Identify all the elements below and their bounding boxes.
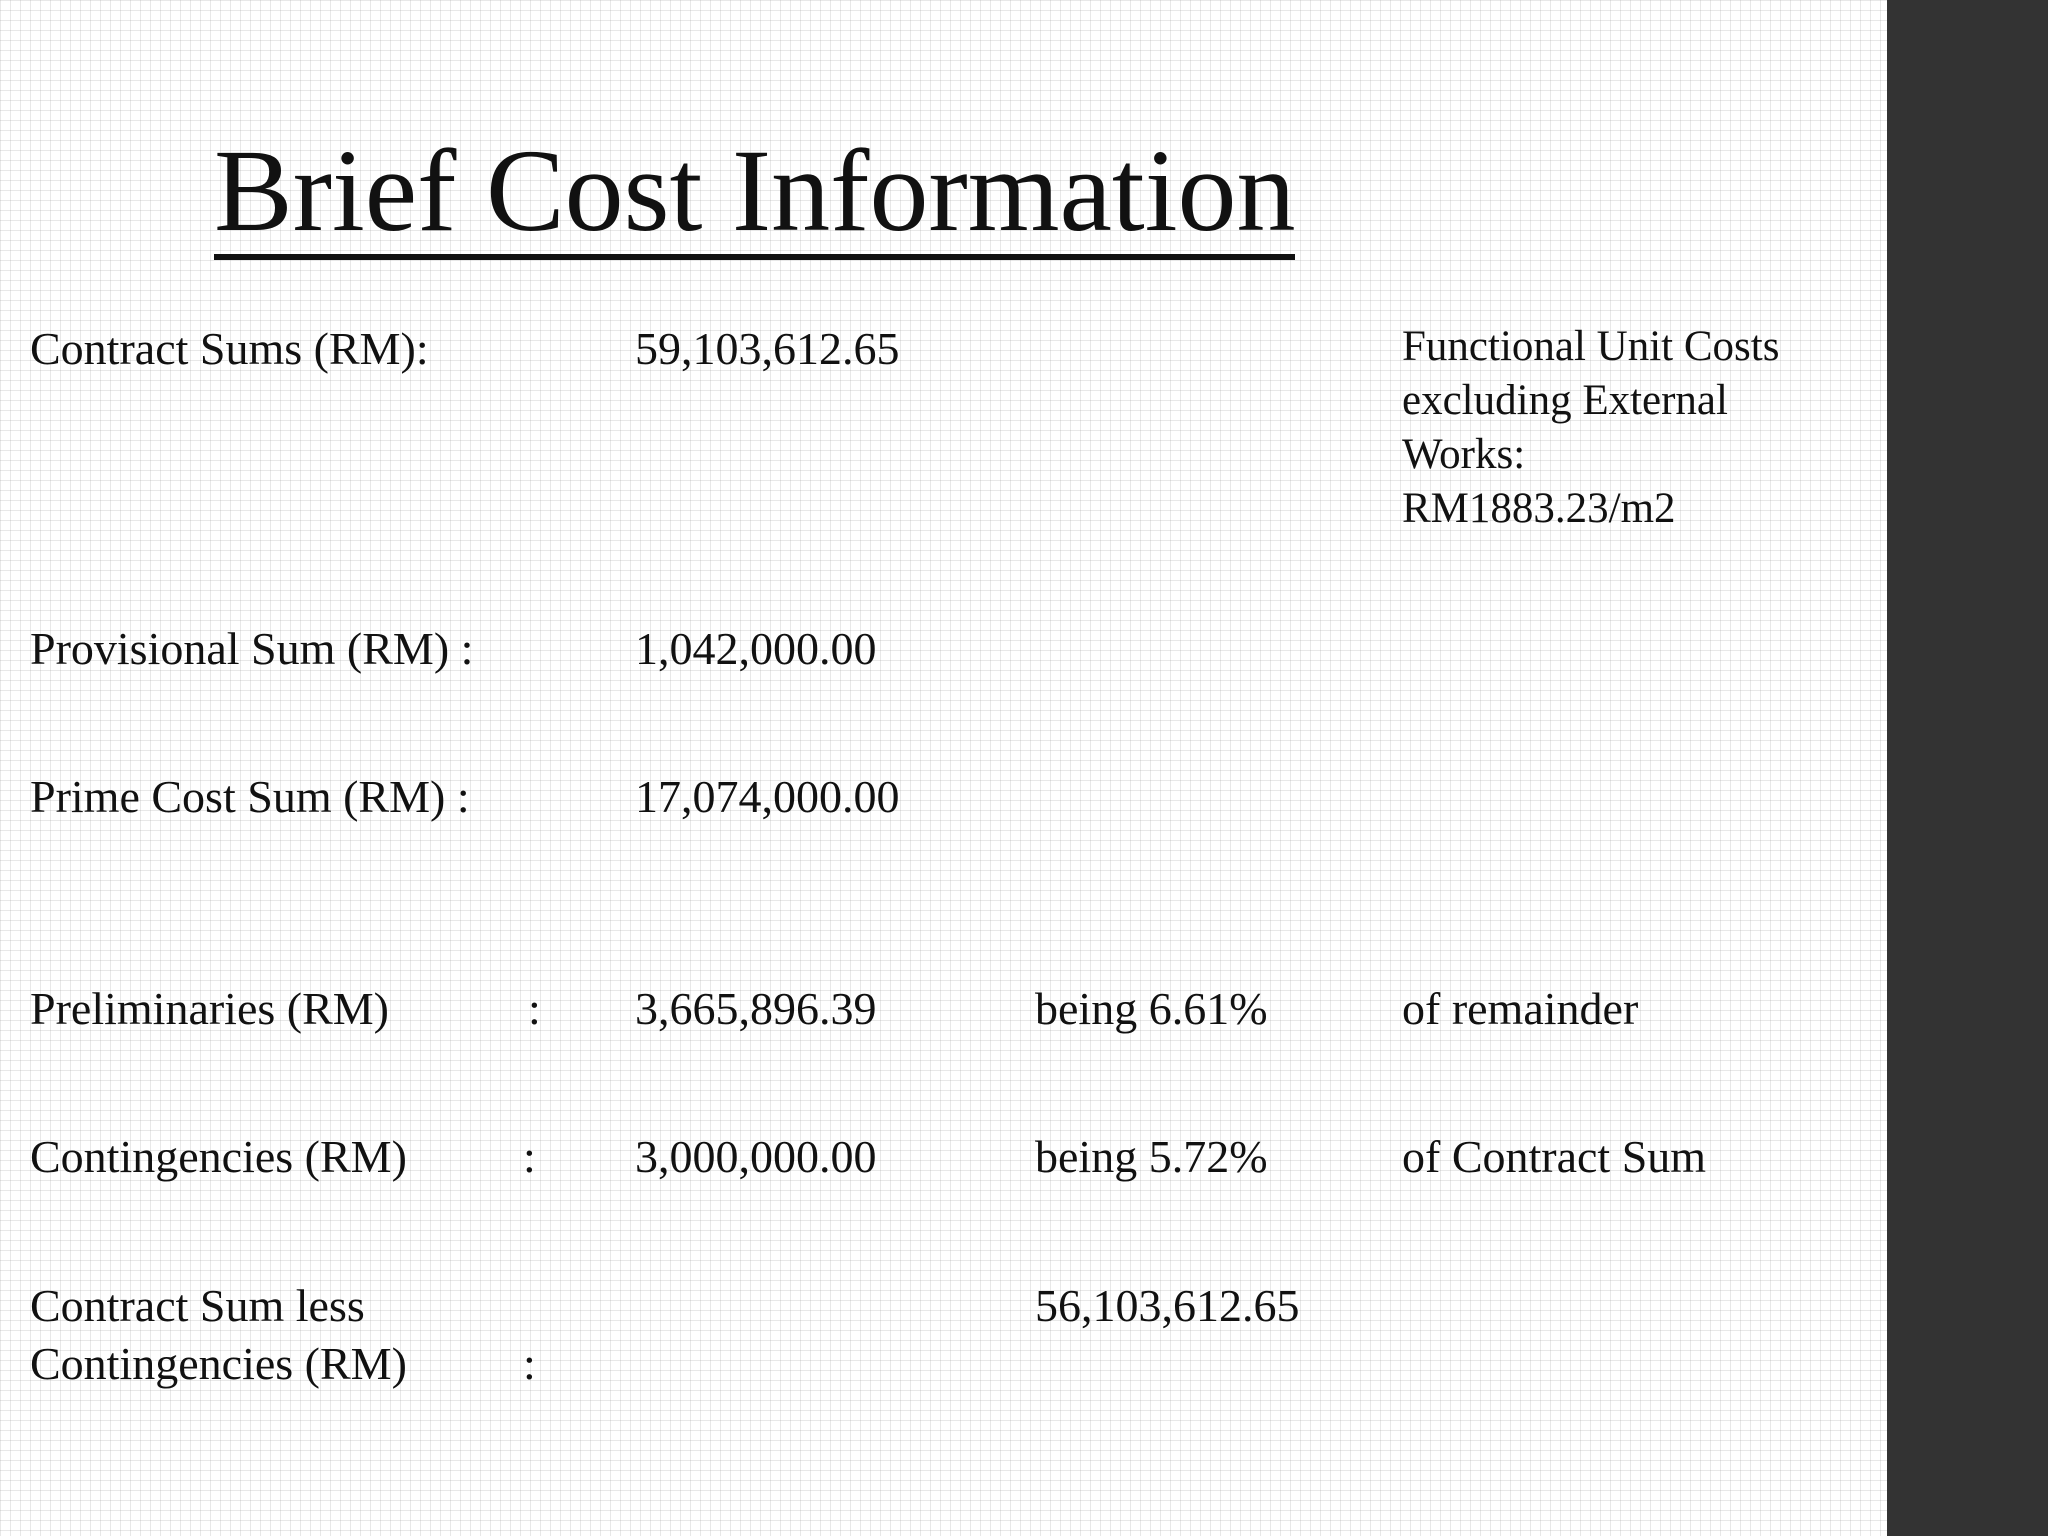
- preliminaries-note: of remainder: [1402, 983, 1639, 1034]
- functional-unit-note: [1402, 320, 1882, 536]
- provisional-sum-label: Provisional Sum (RM) :: [30, 623, 474, 674]
- contract-sums-value: 59,103,612.65: [635, 323, 900, 374]
- contract-sum-less-value: 56,103,612.65: [1035, 1280, 1300, 1331]
- contract-sum-less-label-line1: Contract Sum less: [30, 1280, 365, 1331]
- contingencies-colon: :: [523, 1131, 536, 1182]
- contingencies-note: of Contract Sum: [1402, 1131, 1707, 1182]
- contract-sum-less-label-line2: Contingencies (RM): [30, 1338, 407, 1389]
- contingencies-value: 3,000,000.00: [635, 1131, 877, 1182]
- side-band: [1887, 0, 2048, 1536]
- slide-title: Brief Cost Information: [214, 132, 1295, 260]
- contingencies-percent: being 5.72%: [1035, 1131, 1268, 1182]
- prime-cost-sum-label: Prime Cost Sum (RM) :: [30, 771, 470, 822]
- contract-sums-label: Contract Sums (RM):: [30, 323, 429, 374]
- preliminaries-colon: :: [528, 983, 541, 1034]
- preliminaries-label: Preliminaries (RM): [30, 983, 389, 1034]
- functional-unit-note-line: Functional Unit Costs: [1402, 323, 1780, 370]
- functional-unit-note-line: excluding External: [1402, 377, 1728, 424]
- contingencies-label: Contingencies (RM): [30, 1131, 407, 1182]
- preliminaries-percent: being 6.61%: [1035, 983, 1268, 1034]
- functional-unit-note-line: RM1883.23/m2: [1402, 485, 1676, 532]
- preliminaries-value: 3,665,896.39: [635, 983, 877, 1034]
- functional-unit-note-line: Works:: [1402, 431, 1526, 478]
- prime-cost-sum-value: 17,074,000.00: [635, 771, 900, 822]
- provisional-sum-value: 1,042,000.00: [635, 623, 877, 674]
- contract-sum-less-colon: :: [523, 1338, 536, 1389]
